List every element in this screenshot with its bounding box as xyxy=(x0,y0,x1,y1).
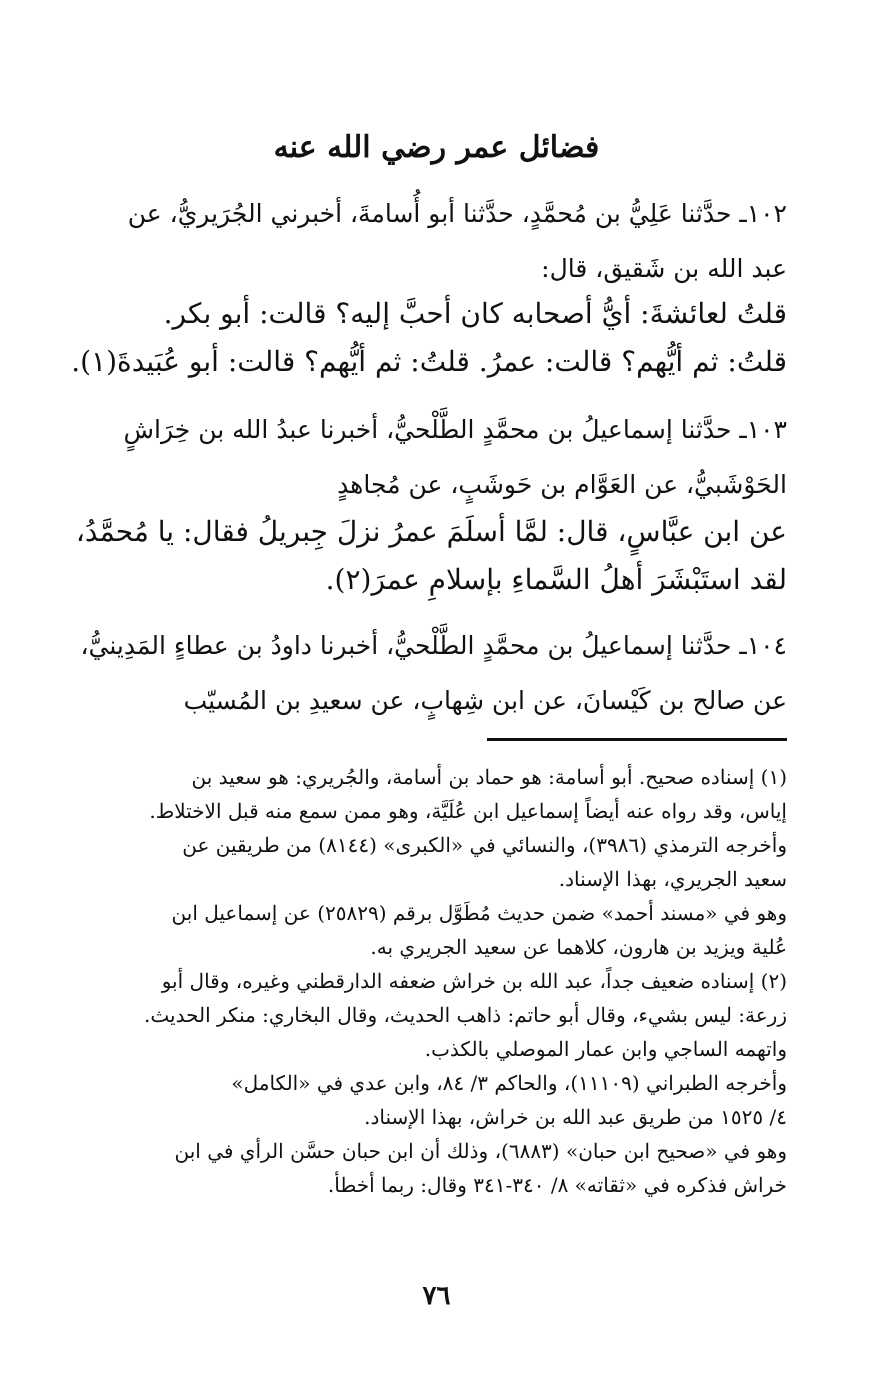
text-line: قلتُ: ثم أيُّهم؟ قالت: عمرُ. قلتُ: ثم أيُّهم؟ قالت: أبو عُبَيدةَ(١). xyxy=(71,345,787,378)
hadith-103-isnad xyxy=(70,402,787,512)
hadith-102-isnad xyxy=(70,186,787,296)
text-line: ١٠٢ـ حدَّثنا عَلِيُّ بن مُحمَّدٍ، حدَّثنا أبو أُسامةَ، أخبرني الجُرَيريُّ، عن xyxy=(127,199,787,228)
text-line: ١٠٣ـ حدَّثنا إسماعيلُ بن محمَّدٍ الطَّلْحيُّ، أخبرنا عبدُ الله بن خِرَاشٍ xyxy=(123,415,787,444)
hadith-103-matn xyxy=(70,508,787,604)
footnote-line: واتهمه الساجي وابن عمار الموصلي بالكذب. xyxy=(424,1037,787,1061)
footnote-line: وأخرجه الطبراني (١١١٠٩)، والحاكم ٣/ ٨٤، وابن عدي في «الكامل» xyxy=(231,1071,787,1095)
hadith-102-matn xyxy=(70,290,787,386)
footnote-line: زرعة: ليس بشيء، وقال أبو حاتم: ذاهب الحديث، وقال البخاري: منكر الحديث. xyxy=(144,1003,787,1027)
footnote-line: سعيد الجريري، بهذا الإسناد. xyxy=(558,867,787,891)
hadith-104-isnad xyxy=(70,618,787,728)
text-line: الحَوْشَبيُّ، عن العَوَّام بن حَوشَبٍ، عن مُجاهدٍ xyxy=(337,470,787,499)
text-line: لقد استَبْشَرَ أهلُ السَّماءِ بإسلامِ عمرَ(٢). xyxy=(325,563,787,596)
text-line: قلتُ لعائشةَ: أيُّ أصحابه كان أحبَّ إليه؟ قالت: أبو بكر. xyxy=(163,297,787,330)
footnotes xyxy=(70,760,787,1202)
footnote-line: عُلية ويزيد بن هارون، كلاهما عن سعيد الجريري به. xyxy=(370,935,787,959)
footnote-separator xyxy=(487,738,787,741)
footnote-line: وأخرجه الترمذي (٣٩٨٦)، والنسائي في «الكبرى» (٨١٤٤) من طريقين عن xyxy=(182,833,787,857)
footnote-line: ٤/ ١٥٢٥ من طريق عبد الله بن خراش، بهذا الإسناد. xyxy=(364,1105,787,1129)
text-line: ١٠٤ـ حدَّثنا إسماعيلُ بن محمَّدٍ الطَّلْحيُّ، أخبرنا داودُ بن عطاءٍ المَدِينيُّ، xyxy=(80,631,787,660)
footnote-line: خراش فذكره في «ثقاته» ٨/ ٣٤٠-٣٤١ وقال: ربما أخطأ. xyxy=(327,1173,787,1197)
footnote-line: وهو في «مسند أحمد» ضمن حديث مُطَوَّل برقم (٢٥٨٢٩) عن إسماعيل ابن xyxy=(171,901,787,925)
footnote-line: (٢) إسناده ضعيف جداً، عبد الله بن خراش ضعفه الدارقطني وغيره، وقال أبو xyxy=(161,969,787,993)
footnote-line: (١) إسناده صحيح. أبو أسامة: هو حماد بن أسامة، والجُريري: هو سعيد بن xyxy=(191,765,787,789)
page-number: ٧٦ xyxy=(422,1281,451,1311)
footnote-line: وهو في «صحيح ابن حبان» (٦٨٨٣)، وذلك أن ابن حبان حسَّن الرأي في ابن xyxy=(174,1139,787,1163)
chapter-title: فضائل عمر رضي الله عنه xyxy=(273,130,600,165)
text-line: عبد الله بن شَقيق، قال: xyxy=(541,254,787,283)
text-line: عن صالح بن كَيْسانَ، عن ابن شِهابٍ، عن سعيدِ بن المُسيّب xyxy=(183,686,787,715)
footnote-line: إياس، وقد رواه عنه أيضاً إسماعيل ابن عُلَيَّة، وهو ممن سمع منه قبل الاختلاط. xyxy=(149,799,787,823)
text-line: عن ابن عبَّاسٍ، قال: لمَّا أسلَمَ عمرُ نزلَ جِبريلُ فقال: يا مُحمَّدُ، xyxy=(75,515,787,548)
